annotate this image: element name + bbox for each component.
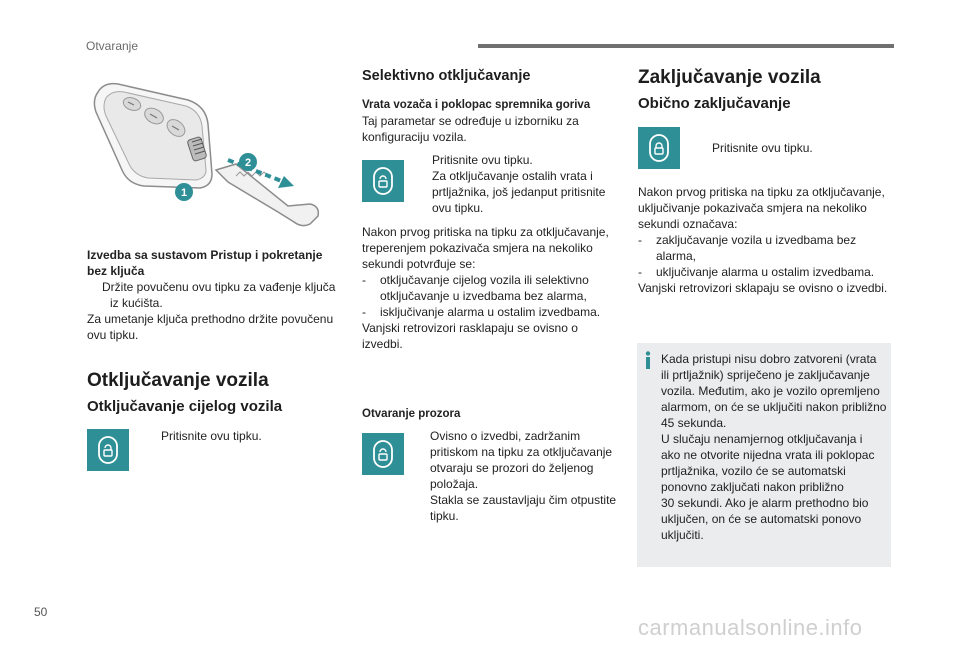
page-number: 50 [34,605,48,619]
windows-text: Ovisno o izvedbi, zadržanim pritiskom na tipku za otključavanje otvaraju se prozori do željenog položaja. Stakla se zaustavljaju čim otpustite tipku. [430,429,617,523]
callout-2 [239,153,257,171]
section-label: Otvaranje [86,39,139,53]
key-fob-illustration [88,78,338,238]
windows-title: Otvaranje prozora [362,408,461,420]
info-note-text: Kada pristupi nisu dobro zatvoreni (vrata ili prtljažnik) spriječeno je zaključavanje vozila. Međutim, ako je vozilo opremljeno alarmom, on će se uključiti nakon približno 45 sekunda. U slučaju nenamjernog otključavanja i ako ne otvorite nijedna vrata ili poklopac prtljažnika, vozilo će se automatski ponovno zaključati nakon približno 30 sekundi. Ako je alarm prethodno bio uključen, on će se automatski ponovo uključiti. [661,352,887,542]
header-bar [478,44,894,48]
dash-marker: - [362,305,366,319]
svg-text:1: 1 [180,187,188,199]
lock-bullet: Pritisnite ovu tipku. [712,141,813,155]
dash-marker: - [638,233,642,247]
info-icon [644,351,652,373]
watermark-text: carmanualsonline.info [638,615,863,640]
svg-text:2: 2 [244,157,252,169]
lock-button-icon [638,127,680,169]
column-left [87,247,337,343]
heading-selective-unlock: Selektivno otključavanje [362,68,531,84]
heading-lock-vehicle: Zaključavanje vozila [638,67,821,88]
intro-text-line1: Za umetanje ključa prethodno držite povučenu [87,312,334,326]
callout-1 [175,183,193,201]
windows-unlock-icon [362,433,404,475]
selective-bullets: Pritisnite ovu tipku. Za otključavanje ostalih vrata i prtljažnika, još jedanput pritisnite ovu tipku. [432,153,606,215]
intro-title-line1: Izvedba sa sustavom Pristup i pokretanje [87,248,323,262]
unlock-all-bullet: Pritisnite ovu tipku. [161,429,262,443]
selective-unlock-icon [362,160,404,202]
subheading-normal-lock: Obično zaključavanje [638,95,791,112]
subheading-unlock-all: Otključavanje cijelog vozila [87,398,283,415]
selective-confirmation: Nakon prvog pritiska na tipku za otključavanje, treperenjem pokazivača smjera na nekoliko sekundi potvrđuje se: - otključavanje cijelog vozila ili selektivno otključavanje u izvedbama bez alarma, - isključivanje alarma u ostalim izvedbama. Vanjski retrovizori rasklapaju se ovisno o izvedbi. [362,225,609,351]
intro-text-line2: ovu tipku. [87,328,139,342]
intro-bullet: Držite povučenu ovu tipku za vađenje ključa iz kućišta. [102,280,336,310]
dash-marker: - [362,273,366,287]
heading-unlock-vehicle: Otključavanje vozila [87,370,269,391]
lock-confirmation: Nakon prvog pritiska na tipku za otključavanje, uključivanje pokazivača smjera na nekoliko sekundi označava: - zaključavanje vozila u izvedbama bez alarma, - uključivanje alarma u ostalim izvedbama. Vanjski retrovizori sklapaju se ovisno o izvedbi. [638,185,888,295]
selective-intro: Vrata vozača i poklopac spremnika goriva Taj parametar se određuje u izborniku za konfiguraciju vozila. [362,97,612,145]
selective-subtitle: Vrata vozača i poklopac spremnika goriva [362,99,591,111]
intro-title-line2: bez ključa [87,264,145,278]
dash-marker: - [638,265,642,279]
unlock-button-icon [87,429,129,471]
